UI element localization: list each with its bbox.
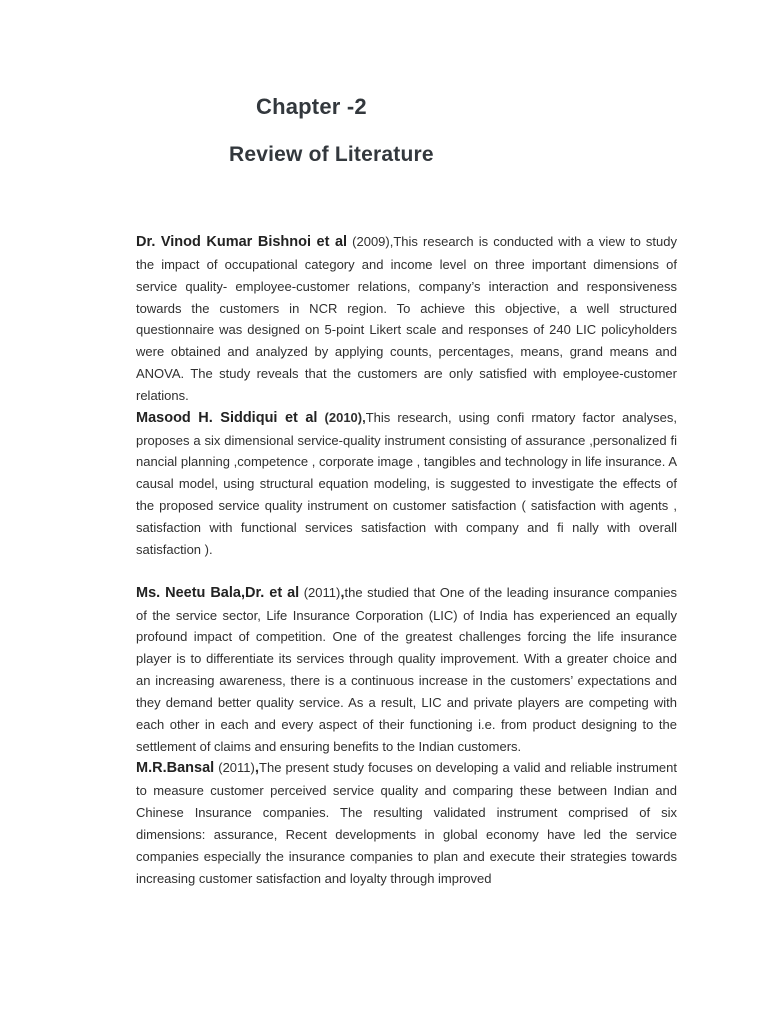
literature-entry <box>136 407 677 561</box>
entry-year: (2010), <box>324 409 366 425</box>
literature-body <box>136 231 677 889</box>
chapter-heading: Chapter -2 <box>256 94 367 119</box>
entry-author: M.R.Bansal <box>136 760 215 777</box>
entry-year: (2011) <box>303 584 341 600</box>
entry-text: the studied that One of the leading insurance companies of the service sector, Life Insurance Corporation (LIC) of India has experienced an equally profound impact of competition. One of the greatest challenges forcing the life insurance player is to differentiate its services through quality improvement. With a greater choice and an increasing awareness, there is a continuous increase in the customers’ expectations and they demand better quality service. As a result, LIC and private players are competing with each other in each and every aspect of their functioning i.e. from product designing to the settlement of claims and ensuring benefits to the Indian customers. <box>136 584 677 754</box>
entry-comma: , <box>340 583 345 601</box>
entry-author: Masood H. Siddiqui et al <box>136 409 318 426</box>
entry-author: Ms. Neetu Bala,Dr. et al <box>136 584 300 601</box>
section-heading: Review of Literature <box>229 143 434 166</box>
literature-entry <box>136 757 677 889</box>
literature-entry <box>136 231 677 407</box>
entry-year: (2009), <box>352 234 394 249</box>
entry-text: This research, using confi rmatory factor analyses, proposes a six dimensional service-quality instrument consisting of assurance ,personalized fi nancial planning ,competence , corporate image , tangibles and technology in life insurance. A causal model, using structural equation modeling, is suggested to investigate the effects of the proposed service quality instrument on customer satisfaction ( satisfaction with agents , satisfaction with functional services satisfaction with company and fi nally with overall satisfaction ). <box>136 409 677 557</box>
entry-comma: , <box>254 759 260 777</box>
literature-entry <box>136 582 677 758</box>
entry-author: Dr. Vinod Kumar Bishnoi et al <box>136 234 348 250</box>
entry-text: The present study focuses on developing a valid and reliable instrument to measure customer perceived service quality and comparing these between Indian and Chinese Insurance companies. The resulting validated instrument comprised of six dimensions: assurance, Recent developments in global economy have led the service companies especially the insurance companies to plan and execute their strategies towards increasing customer satisfaction and loyalty through improved <box>136 760 677 886</box>
paragraph-spacer <box>136 561 677 582</box>
entry-year: (2011) <box>218 760 255 776</box>
entry-text: This research is conducted with a view to study the impact of occupational category and income level on three important dimensions of service quality- employee-customer relations, company’s interaction and responsiveness towards the customers in NCR region. To achieve this objective, a well structured questionnaire was designed on 5-point Likert scale and responses of 240 LIC policyholders were obtained and analyzed by applying counts, percentages, means, grand means and ANOVA. The study reveals that the customers are only satisfied with employee-customer relations. <box>136 234 677 403</box>
